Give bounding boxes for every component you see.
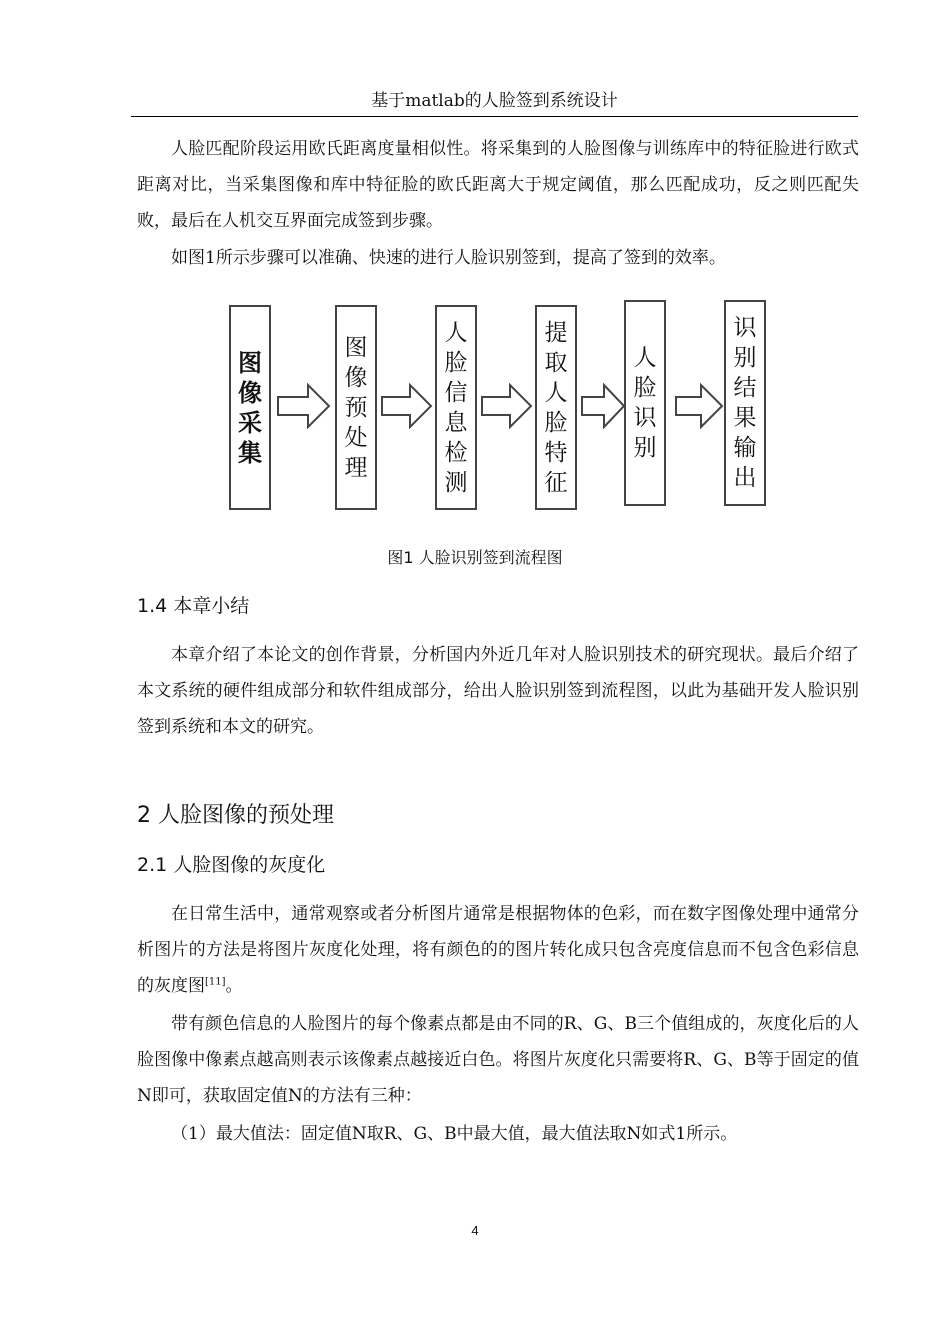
- flow-step-char: 脸: [544, 409, 568, 436]
- flow-step-char: 结: [733, 375, 757, 401]
- flow-step-char: 取: [544, 349, 568, 376]
- section-heading-2-1: 2.1 人脸图像的灰度化: [137, 854, 326, 876]
- figure-caption: 图1 人脸识别签到流程图: [387, 548, 563, 567]
- paragraph-grayscale-intro: [137, 896, 859, 1004]
- flow-step-feature-extraction: [535, 305, 577, 510]
- flow-step-char: 采: [238, 408, 262, 437]
- paragraph-chapter-summary: 本章介绍了本论文的创作背景，分析国内外近几年对人脸识别技术的研究现状。最后介绍了本文系统的硬件组成部分和软件组成部分，给出人脸识别签到流程图，以此为基础开发人脸识别签到系统和本文的研究。: [137, 645, 859, 737]
- flow-step-char: 预: [344, 394, 368, 421]
- paragraph-end: 。: [225, 976, 243, 996]
- flow-step-char: 人: [544, 379, 568, 406]
- flow-step-char: 果: [733, 405, 757, 431]
- arrow-right-icon: [480, 383, 533, 429]
- flow-step-char: 像: [238, 378, 262, 407]
- citation-ref[interactable]: [11]: [205, 976, 226, 988]
- flow-step-char: 集: [238, 438, 262, 467]
- arrow-right-icon: [580, 383, 626, 429]
- flow-step-char: 图: [238, 348, 262, 377]
- flow-step-char: 出: [733, 465, 757, 491]
- paragraph-max-method: （1）最大值法：固定值N取R、G、B中最大值，最大值法取N如式1所示。: [171, 1124, 738, 1144]
- flow-step-char: 识: [733, 315, 757, 341]
- flow-step-char: 检: [444, 439, 468, 466]
- flow-step-char: 理: [344, 454, 368, 481]
- paragraph-text: 在日常生活中，通常观察或者分析图片通常是根据物体的色彩，而在数字图像处理中通常分析图片的方法是将图片灰度化处理，将有颜色的的图片转化成只包含亮度信息而不包含色彩信息的灰度图: [137, 904, 859, 996]
- arrow-right-icon: [380, 383, 433, 429]
- chapter-heading-2: 2 人脸图像的预处理: [137, 803, 334, 828]
- flow-step-char: 脸: [633, 375, 657, 401]
- flow-step-char: 测: [444, 469, 468, 496]
- flow-step-char: 息: [444, 409, 468, 436]
- flow-step-char: 别: [633, 435, 657, 461]
- flow-step-char: 人: [633, 345, 657, 371]
- arrow-right-icon: [674, 383, 724, 429]
- paragraph-rgb-explanation: 带有颜色信息的人脸图片的每个像素点都是由不同的R、G、B三个值组成的，灰度化后的人脸图像中像素点越高则表示该像素点越接近白色。将图片灰度化只需要将R、G、B等于固定的值N即可，获取固定值N的方法有三种：: [137, 1014, 859, 1106]
- flow-step-char: 脸: [444, 349, 468, 376]
- flow-step-char: 特: [544, 439, 568, 466]
- flow-step-char: 信: [444, 379, 468, 406]
- section-heading-1-4: 1.4 本章小结: [137, 595, 250, 617]
- flow-step-char: 像: [344, 364, 368, 391]
- flow-step-char: 提: [544, 319, 568, 346]
- flow-step-char: 识: [633, 405, 657, 431]
- flow-step-face-detection: [435, 305, 477, 510]
- flow-step-char: 人: [444, 319, 468, 346]
- page-number: 4: [471, 1223, 479, 1238]
- flow-step-char: 处: [344, 424, 368, 451]
- arrow-right-icon: [276, 383, 332, 429]
- flow-step-char: 征: [544, 469, 568, 496]
- flow-step-char: 输: [733, 435, 757, 461]
- flow-step-image-capture: [229, 305, 271, 510]
- flow-step-result-output: [724, 300, 766, 506]
- paragraph-face-matching: 人脸匹配阶段运用欧氏距离度量相似性。将采集到的人脸图像与训练库中的特征脸进行欧式距离对比，当采集图像和库中特征脸的欧氏距离大于规定阈值，那么匹配成功，反之则匹配失败，最后在人机交互界面完成签到步骤。: [137, 139, 859, 231]
- flow-step-char: 图: [344, 334, 368, 361]
- flow-step-char: 别: [733, 345, 757, 371]
- paragraph-figure-intro: 如图1所示步骤可以准确、快速的进行人脸识别签到，提高了签到的效率。: [171, 248, 726, 268]
- flow-step-preprocessing: [335, 305, 377, 510]
- running-header: 基于matlab的人脸签到系统设计: [131, 90, 858, 117]
- flow-step-face-recognition: [624, 300, 666, 506]
